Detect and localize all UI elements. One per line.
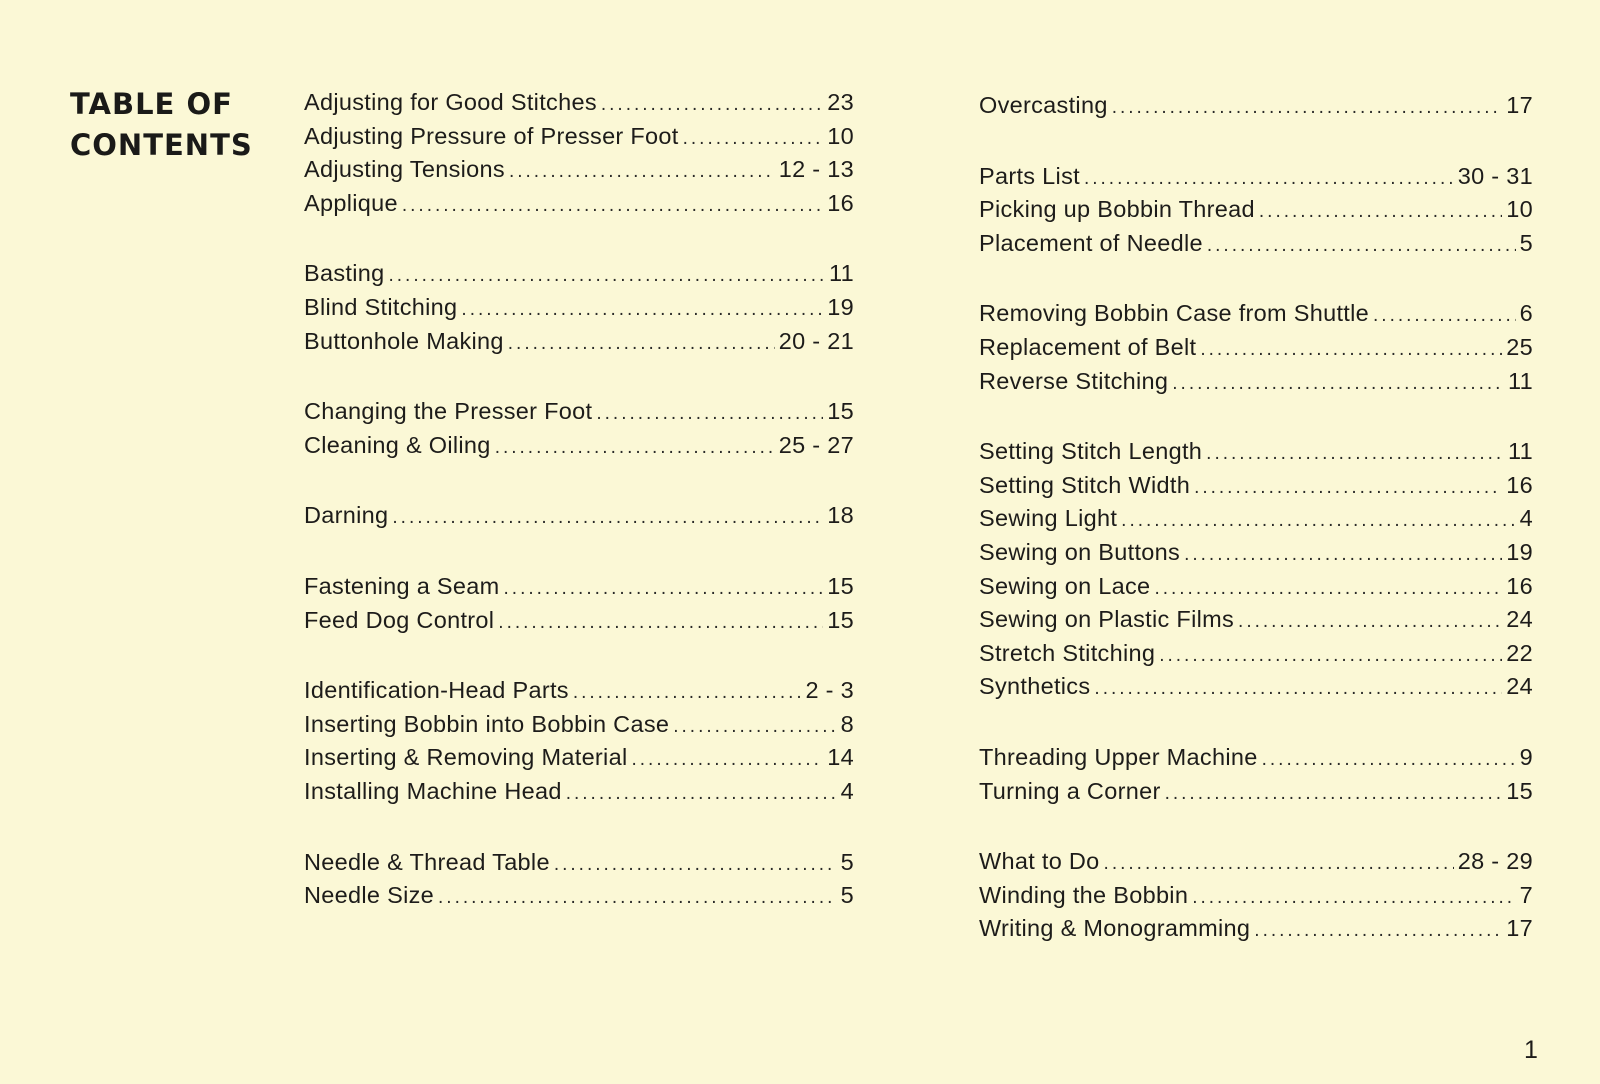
dot-leader: [388, 259, 825, 293]
toc-entry-title: Darning: [304, 502, 389, 529]
toc-entry: [304, 604, 854, 638]
toc-entry-page: 22: [1506, 639, 1533, 666]
toc-entry: [979, 365, 1533, 399]
dot-leader: [508, 327, 775, 361]
toc-entry-page: 25 - 27: [778, 431, 854, 458]
dot-leader: [1259, 195, 1502, 229]
toc-entry: [979, 775, 1533, 809]
toc-entry: [304, 86, 854, 120]
toc-entry-page: 11: [829, 260, 854, 287]
toc-entry: [304, 291, 854, 325]
toc-entry: [979, 160, 1533, 194]
toc-entry-page: 16: [827, 189, 854, 216]
toc-entry-page: 8: [840, 710, 854, 737]
group-spacer: [304, 809, 854, 846]
toc-entry-title: Inserting & Removing Material: [304, 744, 628, 771]
toc-entry-title: Parts List: [979, 162, 1080, 189]
toc-entry: [979, 536, 1533, 570]
toc-entry-title: Setting Stitch Width: [979, 471, 1191, 498]
toc-entry-page: 15: [827, 572, 854, 599]
toc-entry-page: 11: [1508, 367, 1533, 394]
dot-leader: [1184, 538, 1502, 572]
toc-entry-title: Threading Upper Machine: [979, 743, 1258, 770]
toc-entry-title: Turning a Corner: [979, 777, 1161, 804]
toc-entry: [304, 120, 854, 154]
toc-entry: [979, 89, 1533, 123]
dot-leader: [509, 155, 775, 189]
dot-leader: [631, 743, 823, 777]
toc-entry-page: 4: [1519, 505, 1533, 532]
dot-leader: [1373, 299, 1516, 333]
dot-leader: [1104, 847, 1454, 881]
dot-leader: [1094, 672, 1502, 706]
toc-entry: [304, 741, 854, 775]
toc-entry: [979, 845, 1533, 879]
toc-entry-title: Inserting Bobbin into Bobbin Case: [304, 710, 670, 737]
group-spacer: [304, 358, 854, 395]
toc-entry: [979, 912, 1533, 946]
dot-leader: [498, 606, 823, 640]
toc-entry: [304, 846, 854, 880]
page-title-line-2: CONTENTS: [70, 128, 253, 162]
group-spacer: [979, 398, 1533, 435]
toc-entry-page: 17: [1506, 92, 1533, 118]
toc-column-left: [304, 86, 854, 913]
toc-entry-page: 23: [827, 89, 854, 115]
toc-entry: [304, 187, 854, 221]
dot-leader: [392, 501, 823, 535]
toc-entry-title: Applique: [304, 189, 398, 216]
toc-entry-title: Adjusting for Good Stitches: [304, 89, 597, 115]
toc-entry: [979, 637, 1533, 671]
toc-entry-title: Picking up Bobbin Thread: [979, 196, 1255, 223]
toc-entry-title: Needle & Thread Table: [304, 848, 550, 875]
toc-entry: [979, 502, 1533, 536]
toc-entry-page: 20 - 21: [778, 327, 854, 354]
group-spacer: [304, 533, 854, 570]
dot-leader: [1238, 605, 1502, 639]
group-spacer: [979, 260, 1533, 297]
toc-entry-page: 11: [1508, 438, 1533, 465]
dot-leader: [504, 572, 824, 606]
dot-leader: [1121, 504, 1515, 538]
toc-entry: [979, 879, 1533, 913]
dot-leader: [1159, 639, 1502, 673]
toc-entry-title: Sewing Light: [979, 505, 1118, 532]
toc-entry-title: Adjusting Pressure of Presser Foot: [304, 122, 679, 149]
toc-entry: [304, 775, 854, 809]
toc-entry: [979, 570, 1533, 604]
toc-entry: [979, 193, 1533, 227]
group-spacer: [979, 704, 1533, 741]
group-spacer: [304, 462, 854, 499]
toc-entry-title: Cleaning & Oiling: [304, 431, 491, 458]
toc-entry-title: Reverse Stitching: [979, 367, 1169, 394]
dot-leader: [601, 88, 823, 122]
toc-entry-page: 15: [827, 398, 854, 425]
dot-leader: [1084, 162, 1454, 196]
toc-entry: [304, 395, 854, 429]
dot-leader: [683, 122, 824, 156]
toc-entry-title: Identification-Head Parts: [304, 677, 569, 704]
toc-entry-page: 16: [1506, 471, 1533, 498]
toc-entry: [304, 879, 854, 913]
toc-entry-title: Stretch Stitching: [979, 639, 1156, 666]
toc-entry: [304, 674, 854, 708]
toc-entry-page: 10: [827, 122, 854, 149]
toc-entry-title: What to Do: [979, 848, 1100, 875]
toc-entry-title: Adjusting Tensions: [304, 156, 505, 183]
dot-leader: [1200, 333, 1502, 367]
dot-leader: [673, 710, 836, 744]
dot-leader: [1154, 572, 1502, 606]
toc-entry-page: 5: [1519, 229, 1533, 256]
page-number: 1: [1524, 1036, 1538, 1064]
group-spacer: [979, 808, 1533, 845]
toc-entry: [304, 257, 854, 291]
toc-entry: [304, 708, 854, 742]
toc-entry: [979, 670, 1533, 704]
toc-entry: [979, 331, 1533, 365]
dot-leader: [573, 676, 802, 710]
dot-leader: [1254, 914, 1502, 948]
dot-leader: [1262, 743, 1516, 777]
toc-entry-page: 7: [1519, 881, 1533, 908]
toc-entry: [304, 153, 854, 187]
toc-entry-page: 15: [827, 606, 854, 633]
toc-entry-title: Synthetics: [979, 673, 1091, 700]
dot-leader: [438, 881, 837, 915]
toc-entry-title: Needle Size: [304, 882, 435, 909]
toc-entry: [979, 227, 1533, 261]
toc-entry: [979, 435, 1533, 469]
toc-entry-title: Sewing on Lace: [979, 572, 1151, 599]
dot-leader: [402, 189, 823, 223]
dot-leader: [495, 431, 775, 465]
toc-entry-title: Feed Dog Control: [304, 606, 495, 633]
toc-entry-title: Changing the Presser Foot: [304, 398, 593, 425]
toc-entry-page: 12 - 13: [778, 156, 854, 183]
toc-entry-page: 4: [840, 777, 854, 804]
toc-entry-page: 18: [827, 502, 854, 529]
toc-entry-title: Installing Machine Head: [304, 777, 562, 804]
toc-entry-title: Sewing on Plastic Films: [979, 606, 1235, 633]
dot-leader: [566, 777, 837, 811]
toc-entry-page: 16: [1506, 572, 1533, 599]
toc-entry-title: Winding the Bobbin: [979, 881, 1189, 908]
toc-entry-title: Removing Bobbin Case from Shuttle: [979, 300, 1370, 327]
toc-entry: [304, 499, 854, 533]
toc-entry-title: Placement of Needle: [979, 229, 1203, 256]
toc-entry-page: 9: [1519, 743, 1533, 770]
toc-entry: [979, 297, 1533, 331]
toc-entry-page: 2 - 3: [805, 677, 854, 704]
toc-entry-page: 5: [840, 882, 854, 909]
toc-entry-page: 30 - 31: [1457, 162, 1533, 189]
toc-entry-page: 14: [827, 744, 854, 771]
dot-leader: [1192, 881, 1515, 915]
toc-entry-title: Buttonhole Making: [304, 327, 504, 354]
dot-leader: [461, 293, 823, 327]
toc-entry-title: Fastening a Seam: [304, 572, 500, 599]
group-spacer: [304, 220, 854, 257]
toc-entry-page: 15: [1506, 777, 1533, 804]
toc-entry-title: Blind Stitching: [304, 293, 458, 320]
page-title: [70, 84, 253, 166]
toc-entry-title: Sewing on Buttons: [979, 538, 1181, 565]
toc-entry: [979, 741, 1533, 775]
toc-entry-page: 19: [1506, 538, 1533, 565]
group-spacer: [979, 123, 1533, 160]
toc-entry-page: 5: [840, 848, 854, 875]
dot-leader: [1206, 437, 1504, 471]
toc-entry: [304, 570, 854, 604]
toc-entry: [304, 325, 854, 359]
toc-entry-page: 28 - 29: [1457, 848, 1533, 875]
toc-entry-title: Basting: [304, 260, 385, 287]
dot-leader: [1207, 229, 1516, 263]
toc-entry-title: Writing & Monogramming: [979, 915, 1251, 942]
toc-entry-title: Replacement of Belt: [979, 333, 1197, 360]
dot-leader: [1172, 367, 1504, 401]
toc-column-right: [979, 89, 1533, 946]
toc-entry-page: 19: [827, 293, 854, 320]
toc-entry-page: 24: [1506, 673, 1533, 700]
page-title-line-1: TABLE OF: [70, 87, 233, 121]
dot-leader: [1194, 471, 1502, 505]
toc-entry-title: Overcasting: [979, 92, 1108, 118]
dot-leader: [554, 848, 837, 882]
toc-entry-page: 24: [1506, 606, 1533, 633]
dot-leader: [1112, 91, 1503, 125]
toc-entry-page: 10: [1506, 196, 1533, 223]
toc-entry-title: Setting Stitch Length: [979, 438, 1203, 465]
group-spacer: [304, 637, 854, 674]
toc-entry-page: 25: [1506, 333, 1533, 360]
dot-leader: [596, 397, 823, 431]
toc-entry: [979, 469, 1533, 503]
toc-entry-page: 17: [1506, 915, 1533, 942]
dot-leader: [1165, 777, 1503, 811]
toc-entry: [979, 603, 1533, 637]
toc-entry-page: 6: [1519, 300, 1533, 327]
toc-entry: [304, 429, 854, 463]
